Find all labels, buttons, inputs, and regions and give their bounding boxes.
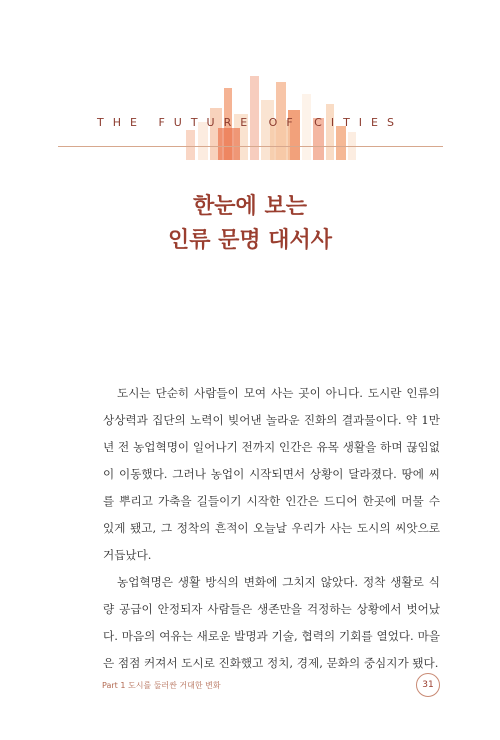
chapter-title-line-2: 인류 문명 대서사 xyxy=(167,228,333,253)
chapter-title-line-1: 한눈에 보는 xyxy=(193,194,307,219)
paragraph-1: 도시는 단순히 사람들이 모여 사는 곳이 아니다. 도시란 인류의 상상력과 집단의 노력이 빚어낸 놀라운 진화의 결과물이다. 약 1만 년 전 농업혁명이 일어나기 전까지 인간은 유목 생활을 하며 끊임없이 이동했다. 그러나 농업이 시작되면서 상황이 달라졌다. 땅에 씨를 뿌리고 가축을 길들이기 시작한 인간은 드디어 한곳에 머물 수 있게 됐고, 그 정착의 흔적이 오늘날 우리가 사는 도시의 씨앗으로 거듭났다. xyxy=(103,386,440,562)
series-title: THE FUTURE OF CITIES xyxy=(97,116,403,129)
body-text xyxy=(103,380,440,677)
header-divider xyxy=(58,146,443,147)
skyline-tower xyxy=(186,130,195,160)
skyline-tower xyxy=(326,104,334,160)
skyline-tower xyxy=(336,126,346,160)
chapter-title xyxy=(0,190,500,258)
running-footer: Part 1 도시를 둘러싼 거대한 변화 xyxy=(102,681,221,690)
paragraph-2: 농업혁명은 생활 방식의 변화에 그치지 않았다. 정착 생활로 식량 공급이 안정되자 사람들은 생존만을 걱정하는 상황에서 벗어났다. 마음의 여유는 새로운 발명과 기술, 협력의 기회를 열었다. 마을은 점점 커져서 도시로 진화했고 정치, 경제, 문화의 중심지가 됐다. xyxy=(103,575,440,670)
skyline-tower xyxy=(218,128,240,160)
page-number: 31 xyxy=(416,673,440,697)
